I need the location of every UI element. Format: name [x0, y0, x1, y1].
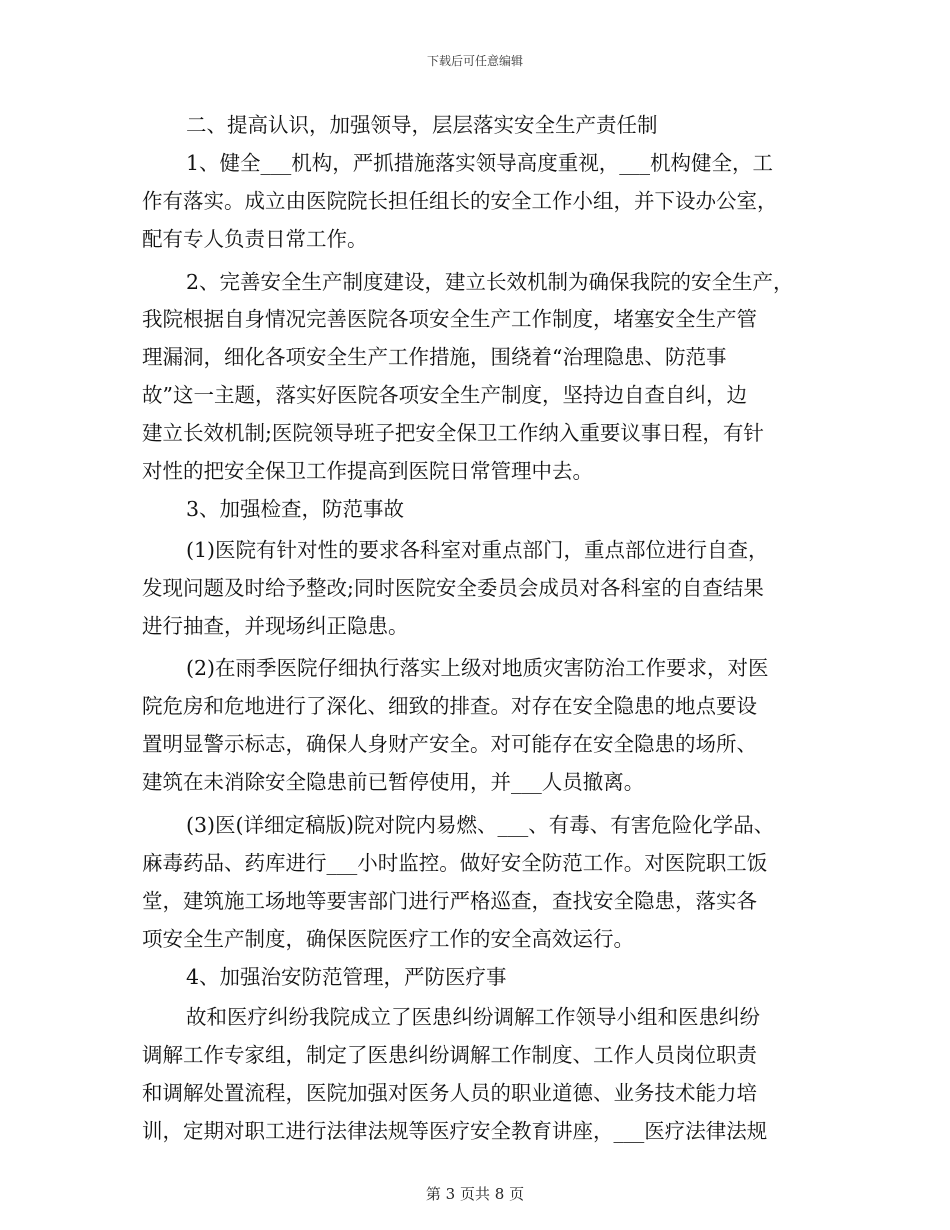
- paragraph-line: 训，定期对职工进行法律法规等医疗安全教育讲座，___医疗法律法规: [142, 1119, 768, 1144]
- page-header: 下载后可任意编辑: [426, 54, 523, 68]
- paragraph-line: 项安全生产制度，确保医院医疗工作的安全高效运行。: [142, 926, 634, 951]
- paragraph-line: 置明显警示标志，确保人身财产安全。对可能存在安全隐患的场所、: [142, 732, 757, 757]
- paragraph-line: 我院根据自身情况完善医院各项安全生产工作制度，堵塞安全生产管: [142, 307, 757, 332]
- paragraph-line: 院危房和危地进行了深化、细致的排查。对存在安全隐患的地点要设: [142, 694, 757, 719]
- paragraph-line: 故和医疗纠纷我院成立了医患纠纷调解工作领导小组和医患纠纷: [186, 1005, 760, 1030]
- paragraph-line: 发现问题及时给予整改;同时医院安全委员会成员对各科室的自查结果: [142, 575, 764, 600]
- paragraph-line: 调解工作专家组，制定了医患纠纷调解工作制度、工作人员岗位职责: [142, 1043, 757, 1068]
- paragraph-line: (1)医院有针对性的要求各科室对重点部门，重点部位进行自查，: [186, 537, 769, 562]
- paragraph-line: 堂，建筑施工场地等要害部门进行严格巡查，查找安全隐患，落实各: [142, 888, 757, 913]
- paragraph-line: 故”这一主题，落实好医院各项安全生产制度，坚持边自查自纠，边: [142, 383, 747, 408]
- paragraph-line: 配有专人负责日常工作。: [142, 226, 368, 251]
- paragraph-line: 麻毒药品、药库进行___小时监控。做好安全防范工作。对医院职工饭: [142, 850, 768, 875]
- paragraph-line: 作有落实。成立由医院院长担任组长的安全工作小组，并下设办公室，: [142, 188, 778, 213]
- paragraph-line: (3)医(详细定稿版)院对院内易燃、___、有毒、有害危险化学品、: [186, 813, 775, 838]
- paragraph-line: 建筑在未消除安全隐患前已暂停使用，并___人员撤离。: [142, 770, 645, 795]
- paragraph-line: 建立长效机制;医院领导班子把安全保卫工作纳入重要议事日程，有针: [142, 421, 764, 446]
- paragraph-line: 1、健全___机构，严抓措施落实领导高度重视，___机构健全，工: [186, 150, 774, 175]
- paragraph-line: 理漏洞，细化各项安全生产工作措施，围绕着“治理隐患、防范事: [142, 345, 727, 370]
- subheading: 3、加强检查，防范事故: [186, 496, 405, 521]
- page-footer: 第 3 页共 8 页: [425, 1185, 525, 1203]
- subheading: 4、加强治安防范管理，严防医疗事: [186, 964, 507, 989]
- paragraph-line: (2)在雨季医院仔细执行落实上级对地质灾害防治工作要求，对医: [186, 656, 769, 681]
- document-body: [142, 107, 810, 1151]
- paragraph-line: 进行抽查，并现场纠正隐患。: [142, 613, 409, 638]
- section-heading: 二、提高认识，加强领导，层层落实安全生产责任制: [186, 113, 658, 137]
- paragraph-line: 对性的把安全保卫工作提高到医院日常管理中去。: [142, 459, 593, 484]
- paragraph-line: 2、完善安全生产制度建设，建立长效机制为确保我院的安全生产，: [186, 269, 794, 294]
- paragraph-line: 和调解处置流程，医院加强对医务人员的职业道德、业务技术能力培: [142, 1081, 757, 1106]
